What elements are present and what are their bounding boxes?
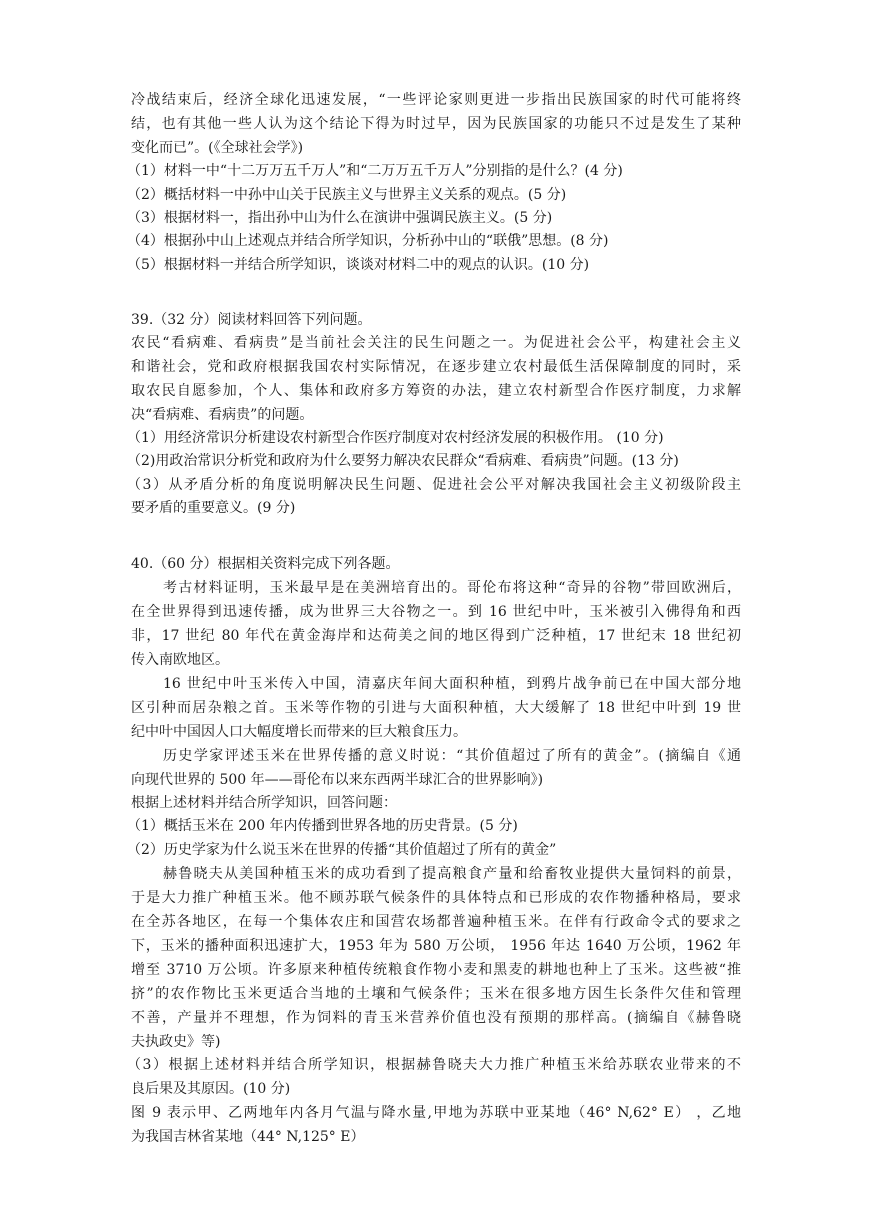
q40-material-4-line-6: 挤”的农作物比玉米更适合当地的土壤和气候条件；玉米在很多地方因生长条件欠佳和管理 <box>131 986 741 1002</box>
q40-sub-3-line-1: （3）根据上述材料并结合所学知识，根据赫鲁晓夫大力推广种植玉米给苏联农业带来的不 <box>127 1057 741 1073</box>
q40-material-4-line-7: 不善，产量并不理想，作为饲料的青玉米营养价值也没有预期的那样高。(摘编自《赫鲁晓 <box>131 1010 741 1026</box>
q40-material-1-line-1: 考古材料证明，玉米最早是在美洲培育出的。哥伦布将这种“奇异的谷物”带回欧洲后， <box>163 580 741 596</box>
figure-caption-line-1: 图 9 表示甲、乙两地年内各月气温与降水量,甲地为苏联中亚某地（46° N,62° E） ，乙地 <box>131 1105 741 1121</box>
q38-sub-4: （4）根据孙中山上述观点并结合所学知识，分析孙中山的“联俄”思想。(8 分) <box>127 233 609 249</box>
q39-sub-2: （2)用政治常识分析党和政府为什么要努力解决农民群众“看病难、看病贵”问题。(13 分) <box>127 453 679 469</box>
q40-instruction: 根据上述材料并结合所学知识，回答问题： <box>131 795 397 811</box>
q40-material-1-line-3: 非，17 世纪 80 年代在黄金海岸和达荷美之间的地区得到广泛种植，17 世纪末 18 世纪初 <box>131 628 741 644</box>
q39-material-line-4: 决“看病难、看病贵”的问题。 <box>131 407 314 423</box>
q38-sub-2: （2）概括材料一中孙中山关于民族主义与世界主义关系的观点。(5 分) <box>127 187 567 203</box>
figure-caption-line-2: 为我国吉林省某地（44° N,125° E） <box>131 1129 365 1145</box>
q39-material-line-2: 和谐社会，党和政府根据我国农村实际情况，在逐步建立农村最低生活保障制度的同时，采 <box>131 359 741 375</box>
intro-line-2: 结，也有其他一些人认为这个结论下得为时过早，因为民族国家的功能只不过是发生了某种 <box>131 116 741 132</box>
q40-material-4-line-2: 于是大力推广种植玉米。他不顾苏联气候条件的具体特点和已形成的农作物播种格局，要求 <box>131 890 741 906</box>
q40-heading: 40.（60 分）根据相关资料完成下列各题。 <box>131 556 400 572</box>
q40-material-1-line-4: 传入南欧地区。 <box>131 652 229 668</box>
q40-sub-1: （1）概括玉米在 200 年内传播到世界各地的历史背景。(5 分) <box>127 818 518 834</box>
q40-material-2-line-3: 纪中叶中国因人口大幅度增长而带来的巨大粮食压力。 <box>131 724 467 740</box>
q40-material-1-line-2: 在全世界得到迅速传播，成为世界三大谷物之一。到 16 世纪中叶，玉米被引入佛得角和西 <box>131 604 741 620</box>
q39-material-line-1: 农民“看病难、看病贵”是当前社会关注的民生问题之一。为促进社会公平，构建社会主义 <box>131 335 741 351</box>
q40-material-3-line-2: 向现代世界的 500 年——哥伦布以来东西两半球汇合的世界影响》) <box>131 772 544 788</box>
q40-material-4-line-8: 夫执政史》等) <box>131 1034 221 1050</box>
q40-material-4-line-5: 增至 3710 万公顷。许多原来种植传统粮食作物小麦和黑麦的耕地也种上了玉米。这些被“推 <box>131 962 741 978</box>
q38-sub-3: （3）根据材料一，指出孙中山为什么在演讲中强调民族主义。(5 分) <box>127 210 553 226</box>
q39-material-line-3: 取农民自愿参加，个人、集体和政府多方筹资的办法，建立农村新型合作医疗制度，力求解 <box>131 383 741 399</box>
q40-material-4-line-1: 赫鲁晓夫从美国种植玉米的成功看到了提高粮食产量和给畜牧业提供大量饲料的前景， <box>163 866 741 882</box>
q40-material-4-line-4: 下，玉米的播种面积迅速扩大，1953 年为 580 万公顷， 1956 年达 1640 万公顷，1962 年 <box>131 938 741 954</box>
q40-material-2-line-1: 16 世纪中叶玉米传入中国，清嘉庆年间大面积种植，到鸦片战争前已在中国大部分地 <box>163 676 741 692</box>
q38-sub-1: （1）材料一中“十二万万五千万人”和“二万万五千万人”分别指的是什么？(4 分) <box>127 163 623 179</box>
q40-material-2-line-2: 区引种而居杂粮之首。玉米等作物的引进与大面积种植，大大缓解了 18 世纪中叶到 19 世 <box>131 700 741 716</box>
q39-sub-3-line-2: 要矛盾的重要意义。(9 分) <box>131 500 296 516</box>
q39-sub-1: （1）用经济常识分析建设农村新型合作医疗制度对农村经济发展的积极作用。 (10 分) <box>127 430 664 446</box>
q40-sub-3-line-2: 良后果及其原因。(10 分) <box>131 1081 291 1097</box>
intro-line-3: 变化而已”。(《全球社会学》) <box>131 140 304 156</box>
q39-heading: 39.（32 分）阅读材料回答下列问题。 <box>131 312 372 328</box>
q40-sub-2: （2）历史学家为什么说玉米在世界的传播“其价值超过了所有的黄金” <box>127 842 557 858</box>
q40-material-4-line-3: 在全苏各地区，在每一个集体农庄和国营农场都普遍种植玉米。在伴有行政命令式的要求之 <box>131 914 741 930</box>
intro-line-1: 冷战结束后，经济全球化迅速发展，“一些评论家则更进一步指出民族国家的时代可能将终 <box>131 92 741 108</box>
q38-sub-5: （5）根据材料一并结合所学知识，谈谈对材料二中的观点的认识。(10 分) <box>127 257 590 273</box>
q40-material-3-line-1: 历史学家评述玉米在世界传播的意义时说：“其价值超过了所有的黄金”。(摘编自《通 <box>163 748 741 764</box>
q39-sub-3-line-1: （3）从矛盾分析的角度说明解决民生问题、促进社会公平对解决我国社会主义初级阶段主 <box>127 477 741 493</box>
